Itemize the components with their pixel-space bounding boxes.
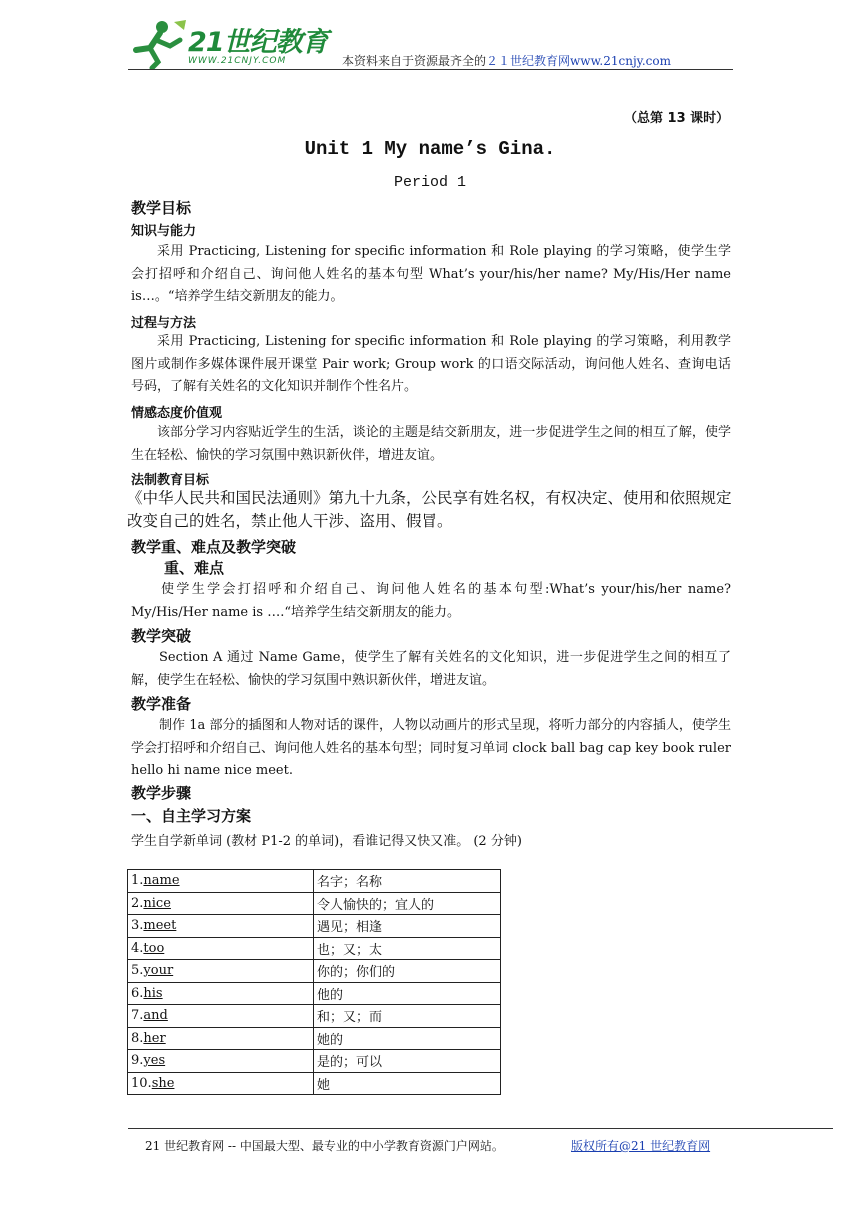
vocab-meaning: 她的 xyxy=(314,1027,501,1050)
vocab-word: your xyxy=(143,963,174,979)
vocab-word: nice xyxy=(143,895,171,911)
table-row xyxy=(128,1005,501,1028)
vocab-number: 1. xyxy=(131,873,144,889)
vocab-number: 7. xyxy=(131,1008,144,1024)
vocab-word-cell xyxy=(128,937,314,960)
vocab-number: 6. xyxy=(131,985,144,1001)
vocab-word: name xyxy=(143,873,180,889)
preparation-paragraph: 制作 1a 部分的插图和人物对话的课件，人物以动画片的形式呈现，将听力部分的内容插人，使学生学会打招呼和介绍自己、询问他人姓名的基本句型；同时复习单词 clock ball bag cap key book ruler hello hi name nice meet. xyxy=(131,718,731,778)
vocab-number: 5. xyxy=(131,963,144,979)
table-row xyxy=(128,937,501,960)
period-label: Period 1 xyxy=(393,174,466,191)
vocab-word: meet xyxy=(143,918,177,934)
table-row xyxy=(128,1027,501,1050)
vocab-word-cell xyxy=(128,960,314,983)
vocab-word: she xyxy=(151,1075,175,1091)
table-row xyxy=(128,960,501,983)
footer-divider xyxy=(128,1128,833,1129)
vocab-meaning: 和；又；而 xyxy=(314,1005,501,1028)
vocab-meaning: 是的；可以 xyxy=(314,1050,501,1073)
vocab-word: his xyxy=(143,985,163,1001)
vocab-number: 4. xyxy=(131,940,144,956)
header-note xyxy=(342,52,671,69)
heading-steps: 教学步骤 xyxy=(131,784,192,802)
vocab-meaning: 她 xyxy=(314,1072,501,1095)
lesson-number: （总第 13 课时） xyxy=(624,111,730,126)
heading-law: 法制教育目标 xyxy=(131,473,210,488)
header-url-link[interactable]: www.21cnjy.com xyxy=(570,54,671,68)
table-row xyxy=(128,982,501,1005)
copyright-link[interactable]: 版权所有@21 世纪教育网 xyxy=(571,1139,711,1153)
heading-key-sub: 重、难点 xyxy=(164,559,225,577)
vocab-meaning: 也；又；太 xyxy=(314,937,501,960)
heading-self-study: 一、自主学习方案 xyxy=(131,807,252,825)
vocab-number: 9. xyxy=(131,1053,144,1069)
runner-logo-icon xyxy=(130,18,188,70)
vocab-meaning: 他的 xyxy=(314,982,501,1005)
vocab-word-cell xyxy=(128,1027,314,1050)
site-logo xyxy=(130,18,330,70)
heading-key-points: 教学重、难点及教学突破 xyxy=(131,538,297,556)
law-paragraph: 《中华人民共和国民法通则》第九十九条，公民享有姓名权，有权决定、使用和依照规定改变自己的姓名，禁止他人干涉、盗用、假冒。 xyxy=(127,489,732,530)
vocab-word: yes xyxy=(143,1053,166,1069)
heading-preparation: 教学准备 xyxy=(131,695,192,713)
logo-text: 21世纪教育 xyxy=(188,27,328,58)
heading-knowledge: 知识与能力 xyxy=(131,224,197,239)
table-row xyxy=(128,892,501,915)
emotion-paragraph: 该部分学习内容贴近学生的生活，谈论的主题是结交新朋友，进一步促进学生之间的相互了解，使学生在轻松、愉快的学习氛围中熟识新伙伴，增进友谊。 xyxy=(131,425,731,463)
vocab-word: and xyxy=(143,1008,168,1024)
page-title: Unit 1 My name’s Gina. xyxy=(304,138,556,160)
table-row xyxy=(128,1050,501,1073)
vocab-number: 8. xyxy=(131,1030,144,1046)
heading-breakthrough: 教学突破 xyxy=(131,627,192,645)
vocab-word-cell xyxy=(128,892,314,915)
heading-objectives: 教学目标 xyxy=(131,199,192,217)
self-study-instruction: 学生自学新单词 (教材 P1-2 的单词)，看谁记得又快又准。 (2 分钟) xyxy=(131,834,522,849)
table-row xyxy=(128,870,501,893)
vocab-word-cell xyxy=(128,1050,314,1073)
vocab-meaning: 名字；名称 xyxy=(314,870,501,893)
vocab-meaning: 令人愉快的；宜人的 xyxy=(314,892,501,915)
vocab-table xyxy=(127,869,501,1095)
vocab-meaning: 你的；你们的 xyxy=(314,960,501,983)
key-points-paragraph: 使学生学会打招呼和介绍自己、询问他人姓名的基本句型:What’s your/his/her name? My/His/Her name is ….“培养学生结交新朋友的能力。 xyxy=(131,582,731,620)
process-paragraph: 采用 Practicing, Listening for specific information 和 Role playing 的学习策略，利用教学图片或制作多媒体课件展开课堂 Pair work; Group work 的口语交际活动，询问他人姓名、查询电话号码，了解有关姓名的文化知识并制作个性名片。 xyxy=(131,334,731,394)
vocab-number: 3. xyxy=(131,918,144,934)
table-row xyxy=(128,1072,501,1095)
vocab-word-cell xyxy=(128,1072,314,1095)
heading-emotion: 情感态度价值观 xyxy=(131,406,223,421)
vocab-word-cell xyxy=(128,1005,314,1028)
vocab-word: too xyxy=(143,940,165,956)
footer-text: 21 世纪教育网 -- 中国最大型、最专业的中小学教育资源门户网站。 xyxy=(145,1139,504,1153)
vocab-meaning: 遇见；相逢 xyxy=(314,915,501,938)
header-divider xyxy=(128,69,733,70)
table-row xyxy=(128,915,501,938)
knowledge-paragraph: 采用 Practicing, Listening for specific information 和 Role playing 的学习策略，使学生学会打招呼和介绍自己、询问他人姓名的基本句型 What’s your/his/her name? My/His/Her name is…。“培养学生结交新朋友的能力。 xyxy=(131,244,731,304)
logo-url: WWW.21CNJY.COM xyxy=(188,56,287,66)
heading-process: 过程与方法 xyxy=(131,316,197,331)
vocab-word-cell xyxy=(128,870,314,893)
vocab-number: 2. xyxy=(131,895,144,911)
header-note-prefix: 本资料来自于资源最齐全的 xyxy=(342,54,487,68)
vocab-word-cell xyxy=(128,915,314,938)
vocab-word: her xyxy=(143,1030,166,1046)
header-site-link[interactable]: ２１世纪教育网 xyxy=(486,54,571,68)
vocab-word-cell xyxy=(128,982,314,1005)
vocab-number: 10. xyxy=(131,1075,152,1091)
breakthrough-paragraph: Section A 通过 Name Game，使学生了解有关姓名的文化知识，进一步促进学生之间的相互了解，使学生在轻松、愉快的学习氛围中熟识新伙伴，增进友谊。 xyxy=(131,650,731,688)
